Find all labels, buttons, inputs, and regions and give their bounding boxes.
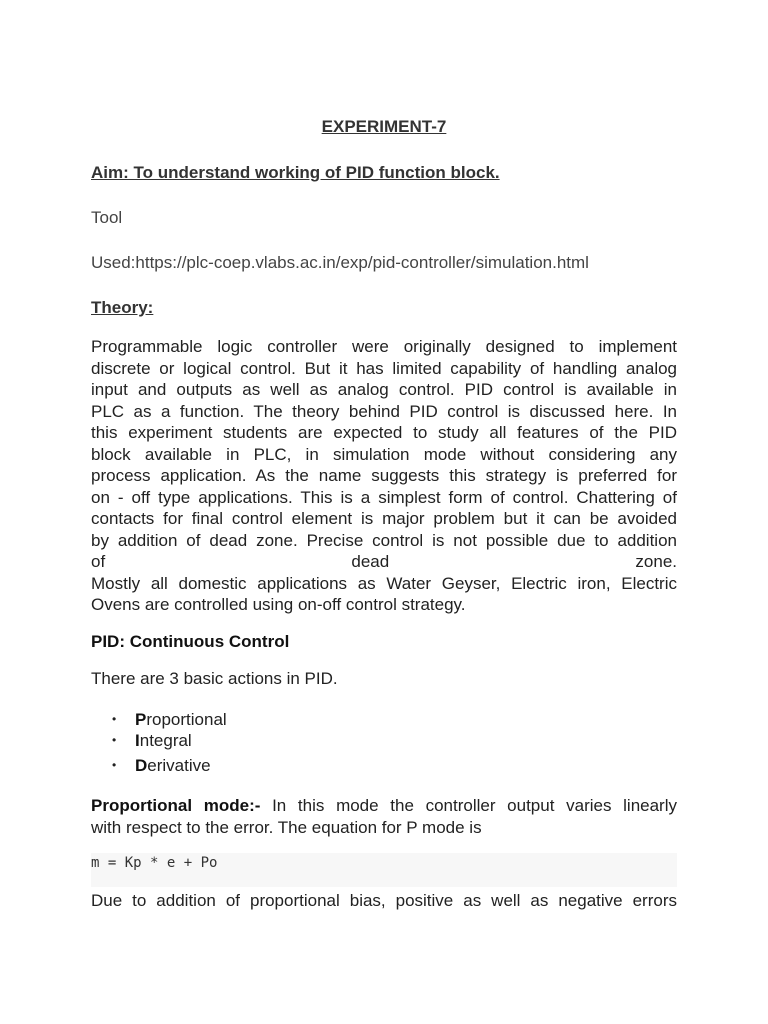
list-item — [91, 709, 227, 730]
action-rest: roportional — [146, 710, 227, 729]
pid-heading: PID: Continuous Control — [91, 632, 290, 651]
action-initial: D — [135, 756, 148, 775]
theory-line: input and outputs as well as analog control. PID control is available in — [91, 380, 677, 399]
pid-actions-list — [91, 709, 227, 776]
bullet-icon: • — [112, 758, 117, 772]
theory-line: of dead zone. — [91, 552, 677, 571]
aim-heading: Aim: To understand working of PID function block. — [91, 163, 500, 182]
theory-line: discrete or logical control. But it has limited capability of handling analog — [91, 358, 677, 378]
tool-label: Tool — [91, 208, 123, 227]
basic-actions-text: There are 3 basic actions in PID. — [91, 669, 338, 688]
tail-paragraph: Due to addition of proportional bias, positive as well as negative errors — [91, 891, 677, 910]
list-item — [91, 755, 227, 776]
theory-line: Ovens are controlled using on-off control strategy. — [91, 595, 466, 614]
code-block — [91, 853, 677, 887]
theory-line: this experiment students are expected to study all features of the PID — [91, 423, 677, 442]
proportional-label: Proportional mode:- — [91, 796, 261, 815]
list-item — [91, 730, 227, 751]
proportional-line — [91, 795, 677, 817]
theory-line: Mostly all domestic applications as Water Geyser, Electric iron, Electric — [91, 573, 677, 593]
proportional-line: with respect to the error. The equation for P mode is — [91, 817, 482, 837]
proportional-paragraph — [91, 795, 677, 838]
experiment-title: EXPERIMENT-7 — [321, 117, 447, 136]
tool-url: Used:https://plc-coep.vlabs.ac.in/exp/pid-controller/simulation.html — [91, 253, 589, 272]
theory-line: by addition of dead zone. Precise control is not possible due to addition — [91, 530, 677, 550]
action-initial: P — [135, 710, 147, 729]
theory-paragraph — [91, 336, 677, 616]
action-rest: erivative — [147, 756, 211, 775]
theory-line: contacts for final control element is major problem but it can be avoided — [91, 509, 677, 528]
action-initial: I — [135, 731, 140, 750]
bullet-icon: • — [112, 712, 117, 726]
theory-line: block available in PLC, in simulation mode without considering any — [91, 444, 677, 464]
theory-line: Programmable logic controller were originally designed to implement — [91, 337, 677, 356]
theory-line: on - off type applications. This is a simplest form of control. Chattering of — [91, 487, 677, 507]
theory-heading: Theory: — [91, 298, 154, 317]
bullet-icon: • — [112, 733, 117, 747]
equation-code: m = Kp * e + Po — [91, 855, 218, 871]
theory-line: PLC as a function. The theory behind PID control is discussed here. In — [91, 401, 677, 421]
proportional-text: In this mode the controller output varies linearly — [260, 796, 677, 815]
theory-line: process application. As the name suggests this strategy is preferred for — [91, 466, 677, 485]
action-rest: ntegral — [139, 731, 192, 750]
